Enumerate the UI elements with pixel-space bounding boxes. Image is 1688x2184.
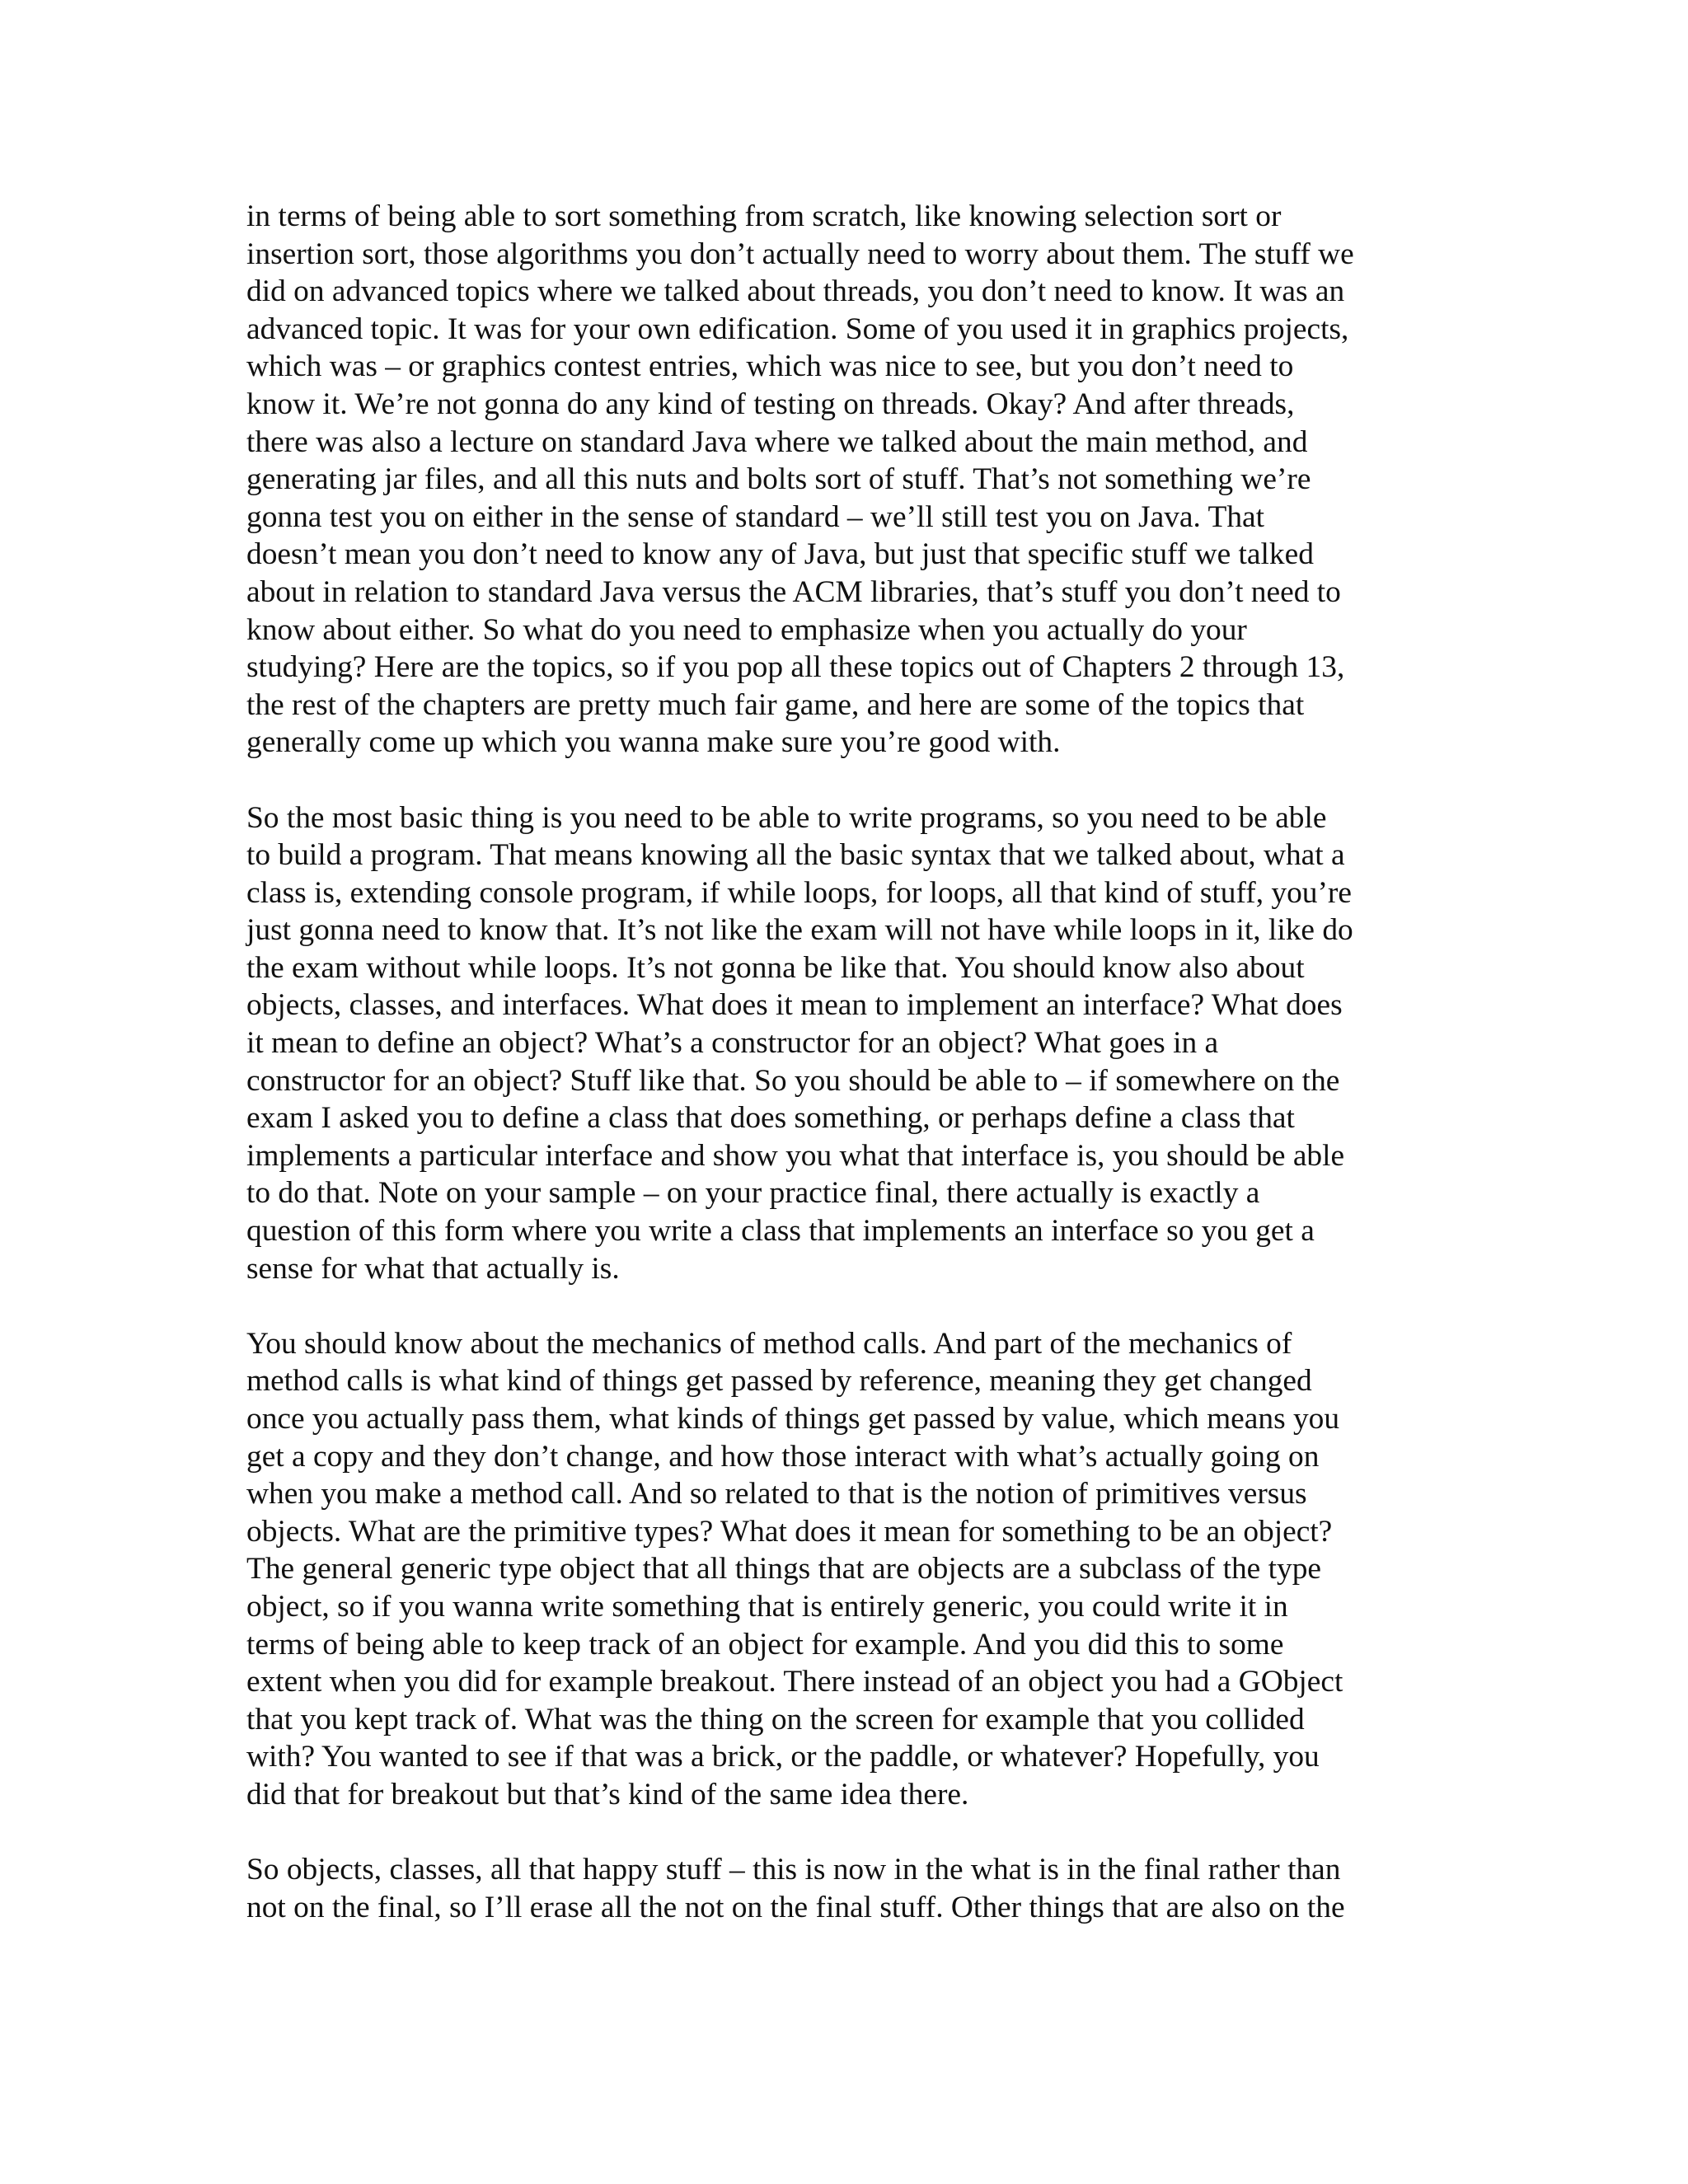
text-line: in terms of being able to sort something from scratch, like knowing selection sort or — [246, 199, 1282, 233]
text-line: not on the final, so I’ll erase all the not on the final stuff. Other things that are also on the — [246, 1890, 1345, 1924]
text-line: studying? Here are the topics, so if you pop all these topics out of Chapters 2 through 13, — [246, 650, 1345, 685]
text-line: know it. We’re not gonna do any kind of testing on threads. Okay? And after threads, — [246, 387, 1295, 421]
text-line: constructor for an object? Stuff like that. So you should be able to – if somewhere on the — [246, 1063, 1340, 1098]
text-line: objects, classes, and interfaces. What does it mean to implement an interface? What does — [246, 988, 1343, 1023]
text-line: So the most basic thing is you need to be able to write programs, so you need to be able — [246, 800, 1327, 835]
text-line: The general generic type object that all things that are objects are a subclass of the type — [246, 1552, 1321, 1586]
text-line: the exam without while loops. It’s not gonna be like that. You should know also about — [246, 950, 1305, 985]
document-body — [246, 198, 1440, 1964]
text-line: get a copy and they don’t change, and how those interact with what’s actually going on — [246, 1439, 1320, 1474]
text-line: generally come up which you wanna make sure you’re good with. — [246, 725, 1061, 760]
text-line: objects. What are the primitive types? What does it mean for something to be an object? — [246, 1514, 1333, 1549]
text-line: know about either. So what do you need to emphasize when you actually do your — [246, 612, 1247, 647]
text-line: So objects, classes, all that happy stuff – this is now in the what is in the final rather than — [246, 1853, 1341, 1887]
text-line: to build a program. That means knowing all the basic syntax that we talked about, what a — [246, 838, 1345, 873]
text-line: the rest of the chapters are pretty much fair game, and here are some of the topics that — [246, 687, 1305, 722]
text-line: when you make a method call. And so related to that is the notion of primitives versus — [246, 1477, 1307, 1511]
text-line: terms of being able to keep track of an object for example. And you did this to some — [246, 1627, 1284, 1661]
text-line: class is, extending console program, if while loops, for loops, all that kind of stuff, you’re — [246, 875, 1352, 910]
text-line: method calls is what kind of things get passed by reference, meaning they get changed — [246, 1364, 1312, 1399]
text-line: which was – or graphics contest entries, which was nice to see, but you don’t need to — [246, 349, 1294, 384]
text-line: object, so if you wanna write something that is entirely generic, you could write it in — [246, 1589, 1288, 1624]
text-line: generating jar files, and all this nuts and bolts sort of stuff. That’s not something we’re — [246, 462, 1311, 497]
text-line: advanced topic. It was for your own edification. Some of you used it in graphics projects, — [246, 312, 1349, 346]
text-line: about in relation to standard Java versus the ACM libraries, that’s stuff you don’t need to — [246, 574, 1341, 609]
text-line: extent when you did for example breakout. There instead of an object you had a GObject — [246, 1665, 1343, 1699]
paragraph-3 — [246, 1325, 1440, 1814]
text-line: implements a particular interface and show you what that interface is, you should be able — [246, 1138, 1345, 1173]
text-line: gonna test you on either in the sense of standard – we’ll still test you on Java. That — [246, 499, 1265, 534]
paragraph-4 — [246, 1851, 1440, 1926]
text-line: with? You wanted to see if that was a brick, or the paddle, or whatever? Hopefully, you — [246, 1740, 1320, 1774]
text-line: sense for what that actually is. — [246, 1251, 620, 1286]
text-line: insertion sort, those algorithms you don’t actually need to worry about them. The stuff we — [246, 237, 1354, 271]
text-line: once you actually pass them, what kinds of things get passed by value, which means you — [246, 1402, 1340, 1436]
text-line: You should know about the mechanics of method calls. And part of the mechanics of — [246, 1326, 1292, 1361]
text-line: to do that. Note on your sample – on your practice final, there actually is exactly a — [246, 1176, 1260, 1211]
text-line: it mean to define an object? What’s a constructor for an object? What goes in a — [246, 1026, 1219, 1061]
text-line: that you kept track of. What was the thing on the screen for example that you collided — [246, 1702, 1305, 1736]
text-line: did on advanced topics where we talked about threads, you don’t need to know. It was an — [246, 274, 1345, 309]
text-line: doesn’t mean you don’t need to know any of Java, but just that specific stuff we talked — [246, 537, 1314, 572]
text-line: question of this form where you write a class that implements an interface so you get a — [246, 1214, 1315, 1249]
text-line: exam I asked you to define a class that does something, or perhaps define a class that — [246, 1101, 1295, 1136]
text-line: there was also a lecture on standard Java where we talked about the main method, and — [246, 424, 1308, 459]
text-line: did that for breakout but that’s kind of the same idea there. — [246, 1777, 969, 1811]
text-line: just gonna need to know that. It’s not like the exam will not have while loops in it, like do — [246, 913, 1353, 948]
paragraph-2 — [246, 799, 1440, 1288]
paragraph-1 — [246, 198, 1440, 762]
